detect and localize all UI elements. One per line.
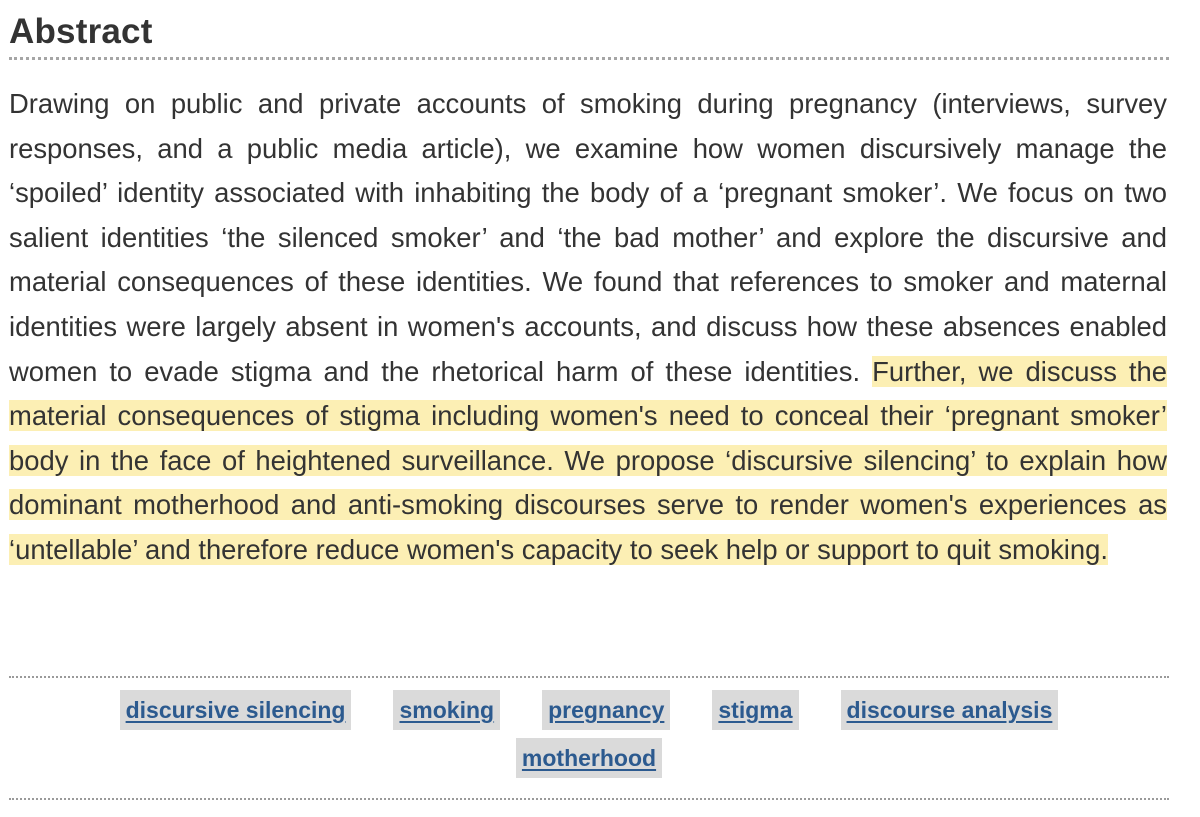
abstract-heading: Abstract [9,12,153,51]
keyword-link[interactable]: discourse analysis [841,690,1059,730]
keywords-bottom-divider [9,798,1169,800]
keyword-link[interactable]: pregnancy [542,690,670,730]
keyword-link[interactable]: motherhood [516,738,662,778]
keywords-list [9,690,1169,786]
keywords-row [9,738,1169,786]
keywords-row [9,690,1169,738]
abstract-text [9,82,1167,573]
abstract-plain-text: Drawing on public and private accounts of smoking during pregnancy (interviews, survey responses, and a public media article), we examine how women discursively manage the ‘spoiled’ identity associated with inhabiting the body of a ‘pregnant smoker’. We focus on two salient identities ‘the silenced smoker’ and ‘the bad mother’ and explore the discursive and material consequences of these identities. We found that references to smoker and maternal identities were largely absent in women's accounts, and discuss how these absences enabled women to evade stigma and the rhetorical harm of these identities. [9,88,1167,387]
keyword-link[interactable]: discursive silencing [120,690,352,730]
keyword-link[interactable]: stigma [712,690,798,730]
keyword-link[interactable]: smoking [393,690,500,730]
heading-divider [9,57,1169,60]
abstract-bottom-divider [9,676,1169,678]
abstract-highlighted-text: Further, we discuss the material consequences of stigma including women's need to conceal their ‘pregnant smoker’ body in the face of heightened surveillance. We propose ‘discursive silencing’ to explain how dominant motherhood and anti-smoking discourses serve to render women's experiences as ‘untellable’ and therefore reduce women's capacity to seek help or support to quit smoking. [9,355,1167,565]
